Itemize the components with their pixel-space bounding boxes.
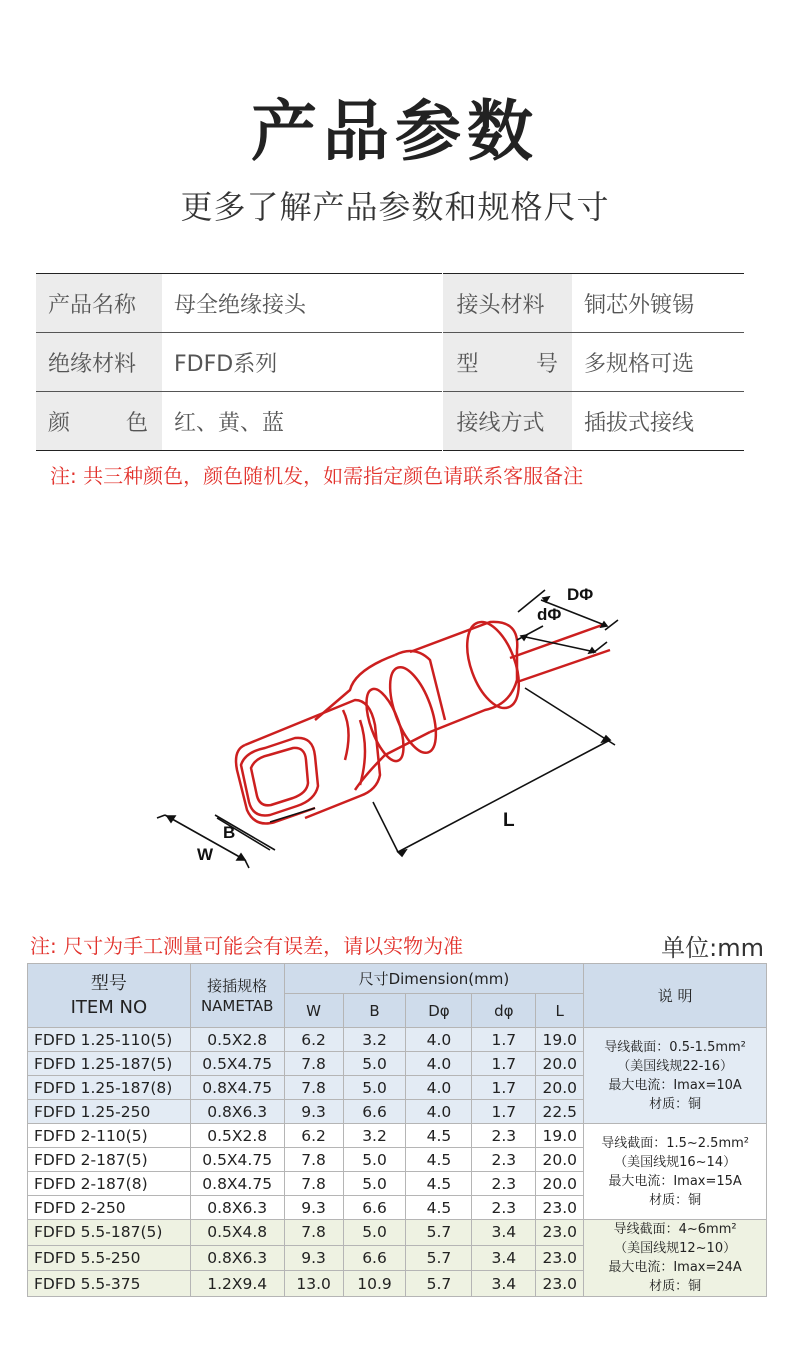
- header-col: dφ: [472, 994, 536, 1028]
- info-value: 插拔式接线: [572, 392, 744, 451]
- spec-table: [27, 963, 767, 1297]
- cell-tab: 0.8X6.3: [190, 1196, 284, 1220]
- cell-w: 9.3: [284, 1196, 343, 1220]
- cell-d: 3.4: [472, 1245, 536, 1271]
- spec-group: [28, 1028, 767, 1124]
- cell-d: 2.3: [472, 1172, 536, 1196]
- info-value: 红、黄、蓝: [162, 392, 442, 451]
- cell-tab: 0.5X4.75: [190, 1148, 284, 1172]
- header-dimension: 尺寸Dimension(mm): [284, 964, 584, 994]
- cell-w: 7.8: [284, 1172, 343, 1196]
- cell-desc: 导线截面：0.5-1.5mm² （美国线规22-16） 最大电流：Imax=10A 材质：铜: [584, 1028, 767, 1124]
- cell-l: 20.0: [536, 1172, 584, 1196]
- cell-model: FDFD 5.5-250: [28, 1245, 191, 1271]
- cell-l: 23.0: [536, 1245, 584, 1271]
- info-value: 多规格可选: [572, 333, 744, 392]
- unit-label: 单位:mm: [661, 934, 764, 962]
- cell-d: 2.3: [472, 1148, 536, 1172]
- cell-model: FDFD 1.25-110(5): [28, 1028, 191, 1052]
- page-title: 产品参数: [251, 93, 539, 170]
- cell-model: FDFD 2-110(5): [28, 1124, 191, 1148]
- info-key: 产品名称: [36, 274, 162, 333]
- label-W: W: [197, 845, 214, 864]
- cell-b: 5.0: [343, 1052, 406, 1076]
- cell-b: 3.2: [343, 1028, 406, 1052]
- cell-b: 5.0: [343, 1076, 406, 1100]
- cell-l: 23.0: [536, 1196, 584, 1220]
- cell-desc: 导线截面：1.5~2.5mm² （美国线规16~14） 最大电流：Imax=15A 材质：铜: [584, 1124, 767, 1220]
- cell-b: 6.6: [343, 1100, 406, 1124]
- info-key: 接线方式: [442, 392, 572, 451]
- cell-tab: 0.8X4.75: [190, 1172, 284, 1196]
- cell-w: 7.8: [284, 1148, 343, 1172]
- cell-w: 7.8: [284, 1076, 343, 1100]
- color-note: 注: 共三种颜色，颜色随机发，如需指定颜色请联系客服备注: [50, 464, 584, 488]
- info-key: 绝缘材料: [36, 333, 162, 392]
- cell-tab: 0.5X2.8: [190, 1028, 284, 1052]
- cell-w: 9.3: [284, 1245, 343, 1271]
- cell-tab: 0.5X2.8: [190, 1124, 284, 1148]
- info-key-part: 色: [125, 410, 148, 436]
- label-B: B: [223, 823, 236, 842]
- cell-d: 1.7: [472, 1076, 536, 1100]
- connector-drawing: [236, 615, 610, 823]
- info-key: [442, 333, 572, 392]
- cell-l: 23.0: [536, 1220, 584, 1246]
- info-row: [36, 274, 744, 333]
- cell-tab: 0.5X4.8: [190, 1220, 284, 1246]
- cell-tab: 0.8X6.3: [190, 1245, 284, 1271]
- cell-d: 2.3: [472, 1124, 536, 1148]
- cell-b: 5.0: [343, 1220, 406, 1246]
- cell-l: 22.5: [536, 1100, 584, 1124]
- cell-l: 23.0: [536, 1271, 584, 1297]
- info-row: [36, 392, 744, 451]
- cell-l: 20.0: [536, 1148, 584, 1172]
- product-info-table: [36, 273, 744, 451]
- cell-b: 3.2: [343, 1124, 406, 1148]
- header-model: 型号 ITEM NO: [28, 964, 191, 1028]
- cell-l: 20.0: [536, 1076, 584, 1100]
- cell-model: FDFD 1.25-187(8): [28, 1076, 191, 1100]
- cell-tab: 0.5X4.75: [190, 1052, 284, 1076]
- header-col: W: [284, 994, 343, 1028]
- cell-b: 6.6: [343, 1245, 406, 1271]
- spec-header-row: [28, 964, 767, 994]
- cell-w: 6.2: [284, 1028, 343, 1052]
- cell-D: 4.5: [406, 1196, 472, 1220]
- cell-tab: 0.8X6.3: [190, 1100, 284, 1124]
- info-key-part: 型: [456, 351, 479, 377]
- cell-b: 5.0: [343, 1148, 406, 1172]
- cell-D: 5.7: [406, 1271, 472, 1297]
- spec-group: [28, 1124, 767, 1220]
- cell-d: 1.7: [472, 1100, 536, 1124]
- cell-l: 19.0: [536, 1124, 584, 1148]
- cell-w: 6.2: [284, 1124, 343, 1148]
- info-value: 铜芯外镀锡: [584, 292, 695, 318]
- connector-diagram: [155, 560, 625, 900]
- header-col: L: [536, 994, 584, 1028]
- cell-l: 19.0: [536, 1028, 584, 1052]
- header-col: B: [343, 994, 406, 1028]
- cell-model: FDFD 2-250: [28, 1196, 191, 1220]
- cell-d: 1.7: [472, 1052, 536, 1076]
- cell-D: 4.5: [406, 1124, 472, 1148]
- cell-d: 3.4: [472, 1220, 536, 1246]
- label-d: dΦ: [537, 605, 562, 624]
- cell-b: 5.0: [343, 1172, 406, 1196]
- cell-tab: 0.8X4.75: [190, 1076, 284, 1100]
- cell-D: 5.7: [406, 1245, 472, 1271]
- cell-D: 4.0: [406, 1076, 472, 1100]
- table-row: [28, 1124, 767, 1148]
- cell-w: 13.0: [284, 1271, 343, 1297]
- cell-l: 20.0: [536, 1052, 584, 1076]
- header-col: Dφ: [406, 994, 472, 1028]
- cell-d: 2.3: [472, 1196, 536, 1220]
- cell-D: 4.0: [406, 1028, 472, 1052]
- info-key: 接头材料: [442, 274, 572, 333]
- table-row: [28, 1028, 767, 1052]
- cell-b: 10.9: [343, 1271, 406, 1297]
- table-row: [28, 1220, 767, 1246]
- cell-model: FDFD 2-187(5): [28, 1148, 191, 1172]
- page-subtitle: 更多了解产品参数和规格尺寸: [180, 188, 610, 226]
- cell-model: FDFD 1.25-187(5): [28, 1052, 191, 1076]
- info-value: FDFD系列: [162, 333, 442, 392]
- cell-D: 5.7: [406, 1220, 472, 1246]
- cell-w: 7.8: [284, 1220, 343, 1246]
- cell-w: 9.3: [284, 1100, 343, 1124]
- cell-d: 1.7: [472, 1028, 536, 1052]
- info-row: [36, 333, 744, 392]
- cell-model: FDFD 2-187(8): [28, 1172, 191, 1196]
- cell-d: 3.4: [472, 1271, 536, 1297]
- cell-model: FDFD 5.5-375: [28, 1271, 191, 1297]
- info-key-part: 号: [535, 351, 558, 377]
- label-D: DΦ: [567, 585, 594, 604]
- cell-tab: 1.2X9.4: [190, 1271, 284, 1297]
- cell-model: FDFD 1.25-250: [28, 1100, 191, 1124]
- spec-group: [28, 1220, 767, 1297]
- info-key: [36, 392, 162, 451]
- measurement-note: 注: 尺寸为手工测量可能会有误差，请以实物为准: [30, 934, 464, 958]
- cell-b: 6.6: [343, 1196, 406, 1220]
- info-value: 母全绝缘接头: [174, 292, 307, 318]
- cell-desc: 导线截面：4~6mm² （美国线规12~10） 最大电流：Imax=24A 材质：铜: [584, 1220, 767, 1297]
- cell-D: 4.5: [406, 1148, 472, 1172]
- cell-model: FDFD 5.5-187(5): [28, 1220, 191, 1246]
- header-desc: 说 明: [584, 964, 767, 1028]
- cell-D: 4.5: [406, 1172, 472, 1196]
- cell-D: 4.0: [406, 1100, 472, 1124]
- label-L: L: [503, 810, 515, 831]
- header-nametab: 接插规格 NAMETAB: [190, 964, 284, 1028]
- cell-D: 4.0: [406, 1052, 472, 1076]
- info-key-part: 颜: [48, 410, 71, 436]
- cell-w: 7.8: [284, 1052, 343, 1076]
